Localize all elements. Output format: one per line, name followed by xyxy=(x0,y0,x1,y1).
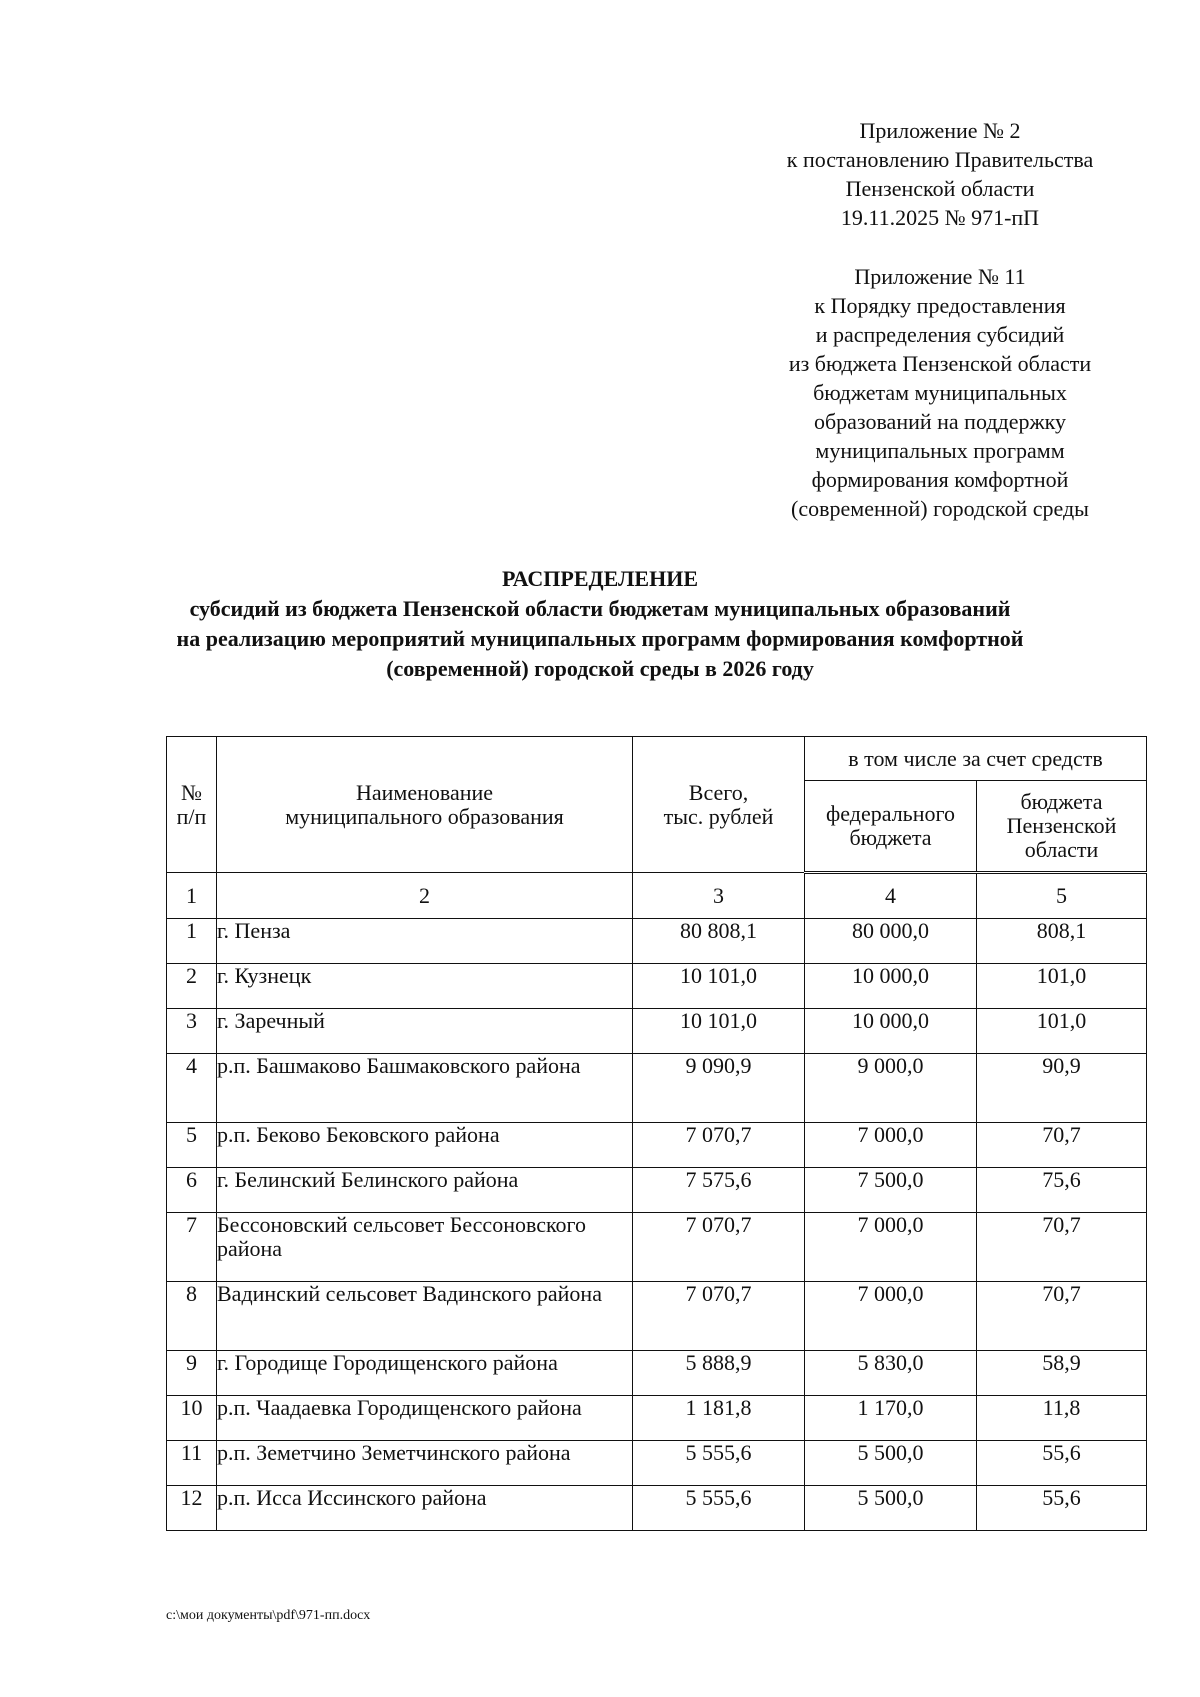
row-index: 2 xyxy=(167,964,217,1009)
row-regional: 70,7 xyxy=(977,1213,1147,1282)
row-federal: 7 000,0 xyxy=(805,1123,977,1168)
row-regional: 70,7 xyxy=(977,1123,1147,1168)
table-row xyxy=(167,1054,1147,1123)
row-regional: 75,6 xyxy=(977,1168,1147,1213)
row-municipality: р.п. Исса Иссинского района xyxy=(217,1486,633,1531)
appendix-main-line: к постановлению Правительства xyxy=(786,147,1094,172)
column-number: 4 xyxy=(805,873,977,919)
header-total: Всего, тыс. рублей xyxy=(633,737,805,873)
row-municipality: Вадинский сельсовет Вадинского района xyxy=(217,1282,633,1351)
row-municipality: г. Заречный xyxy=(217,1009,633,1054)
table-row xyxy=(167,1441,1147,1486)
row-federal: 7 000,0 xyxy=(805,1282,977,1351)
row-total: 7 070,7 xyxy=(633,1213,805,1282)
row-total: 10 101,0 xyxy=(633,964,805,1009)
appendix-sub-line: муниципальных программ xyxy=(815,438,1065,463)
row-federal: 7 500,0 xyxy=(805,1168,977,1213)
table-row xyxy=(167,1396,1147,1441)
appendix-main-line: 19.11.2025 № 971-пП xyxy=(840,205,1040,230)
table-row xyxy=(167,1282,1147,1351)
row-municipality: р.п. Земетчино Земетчинского района xyxy=(217,1441,633,1486)
appendix-sub-line: Приложение № 11 xyxy=(854,264,1026,289)
row-total: 7 575,6 xyxy=(633,1168,805,1213)
row-federal: 5 830,0 xyxy=(805,1351,977,1396)
subsidy-table xyxy=(166,736,1147,1531)
row-federal: 5 500,0 xyxy=(805,1441,977,1486)
row-federal: 7 000,0 xyxy=(805,1213,977,1282)
appendix-main-block xyxy=(760,116,1120,232)
row-total: 80 808,1 xyxy=(633,919,805,964)
row-regional: 101,0 xyxy=(977,964,1147,1009)
row-federal: 10 000,0 xyxy=(805,1009,977,1054)
appendix-sub-line: к Порядку предоставления xyxy=(814,293,1066,318)
appendix-main-line: Приложение № 2 xyxy=(859,118,1021,143)
row-index: 5 xyxy=(167,1123,217,1168)
header-federal: федерального бюджета xyxy=(805,781,977,873)
document-subtitle-line: субсидий из бюджета Пензенской области бюджетам муниципальных образований xyxy=(189,596,1011,621)
document-subtitle-line: на реализацию мероприятий муниципальных программ формирования комфортной xyxy=(176,626,1024,651)
row-total: 5 555,6 xyxy=(633,1486,805,1531)
header-num: № п/п xyxy=(167,737,217,873)
document-heading xyxy=(150,564,1050,684)
row-federal: 1 170,0 xyxy=(805,1396,977,1441)
table-row xyxy=(167,1351,1147,1396)
table-row xyxy=(167,1168,1147,1213)
row-index: 9 xyxy=(167,1351,217,1396)
column-number: 2 xyxy=(217,873,633,919)
row-total: 7 070,7 xyxy=(633,1123,805,1168)
row-municipality: г. Пенза xyxy=(217,919,633,964)
table-row xyxy=(167,1486,1147,1531)
appendix-sub-line: и распределения субсидий xyxy=(815,322,1065,347)
row-index: 6 xyxy=(167,1168,217,1213)
row-federal: 5 500,0 xyxy=(805,1486,977,1531)
header-regional: бюджета Пензенской области xyxy=(977,781,1147,873)
header-name: Наименование муниципального образования xyxy=(217,737,633,873)
row-regional: 55,6 xyxy=(977,1486,1147,1531)
header-funding-group: в том числе за счет средств xyxy=(805,737,1147,781)
row-index: 8 xyxy=(167,1282,217,1351)
appendix-main-line: Пензенской области xyxy=(845,176,1035,201)
row-index: 11 xyxy=(167,1441,217,1486)
column-number: 3 xyxy=(633,873,805,919)
row-regional: 90,9 xyxy=(977,1054,1147,1123)
table-row xyxy=(167,1009,1147,1054)
table-row xyxy=(167,1213,1147,1282)
appendix-sub-line: формирования комфортной xyxy=(811,467,1069,492)
row-index: 10 xyxy=(167,1396,217,1441)
row-total: 5 888,9 xyxy=(633,1351,805,1396)
row-regional: 58,9 xyxy=(977,1351,1147,1396)
row-municipality: г. Кузнецк xyxy=(217,964,633,1009)
appendix-sub-line: (современной) городской среды xyxy=(791,496,1089,521)
row-index: 1 xyxy=(167,919,217,964)
document-subtitle-line: (современной) городской среды в 2026 году xyxy=(386,656,814,681)
appendix-sub-line: образований на поддержку xyxy=(813,409,1067,434)
row-total: 1 181,8 xyxy=(633,1396,805,1441)
document-title: РАСПРЕДЕЛЕНИЕ xyxy=(501,566,698,591)
row-total: 5 555,6 xyxy=(633,1441,805,1486)
row-index: 3 xyxy=(167,1009,217,1054)
column-number-row xyxy=(167,873,1147,919)
row-municipality: г. Городище Городищенского района xyxy=(217,1351,633,1396)
row-municipality: г. Белинский Белинского района xyxy=(217,1168,633,1213)
appendix-sub-line: бюджетам муниципальных xyxy=(813,380,1067,405)
row-index: 12 xyxy=(167,1486,217,1531)
column-number: 1 xyxy=(167,873,217,919)
row-regional: 101,0 xyxy=(977,1009,1147,1054)
row-municipality: р.п. Чаадаевка Городищенского района xyxy=(217,1396,633,1441)
footer-file-path: c:\мои документы\pdf\971-пп.docx xyxy=(166,1608,371,1623)
row-regional: 808,1 xyxy=(977,919,1147,964)
row-regional: 11,8 xyxy=(977,1396,1147,1441)
row-federal: 80 000,0 xyxy=(805,919,977,964)
table-row xyxy=(167,964,1147,1009)
appendix-sub-block xyxy=(760,262,1120,523)
row-total: 10 101,0 xyxy=(633,1009,805,1054)
row-total: 7 070,7 xyxy=(633,1282,805,1351)
appendix-sub-line: из бюджета Пензенской области xyxy=(788,351,1092,376)
column-number: 5 xyxy=(977,873,1147,919)
row-federal: 9 000,0 xyxy=(805,1054,977,1123)
row-municipality: р.п. Башмаково Башмаковского района xyxy=(217,1054,633,1123)
row-index: 4 xyxy=(167,1054,217,1123)
row-total: 9 090,9 xyxy=(633,1054,805,1123)
row-federal: 10 000,0 xyxy=(805,964,977,1009)
row-regional: 55,6 xyxy=(977,1441,1147,1486)
row-index: 7 xyxy=(167,1213,217,1282)
row-municipality: Бессоновский сельсовет Бессоновского района xyxy=(217,1213,633,1282)
table-row xyxy=(167,919,1147,964)
row-regional: 70,7 xyxy=(977,1282,1147,1351)
row-municipality: р.п. Беково Бековского района xyxy=(217,1123,633,1168)
table-row xyxy=(167,1123,1147,1168)
